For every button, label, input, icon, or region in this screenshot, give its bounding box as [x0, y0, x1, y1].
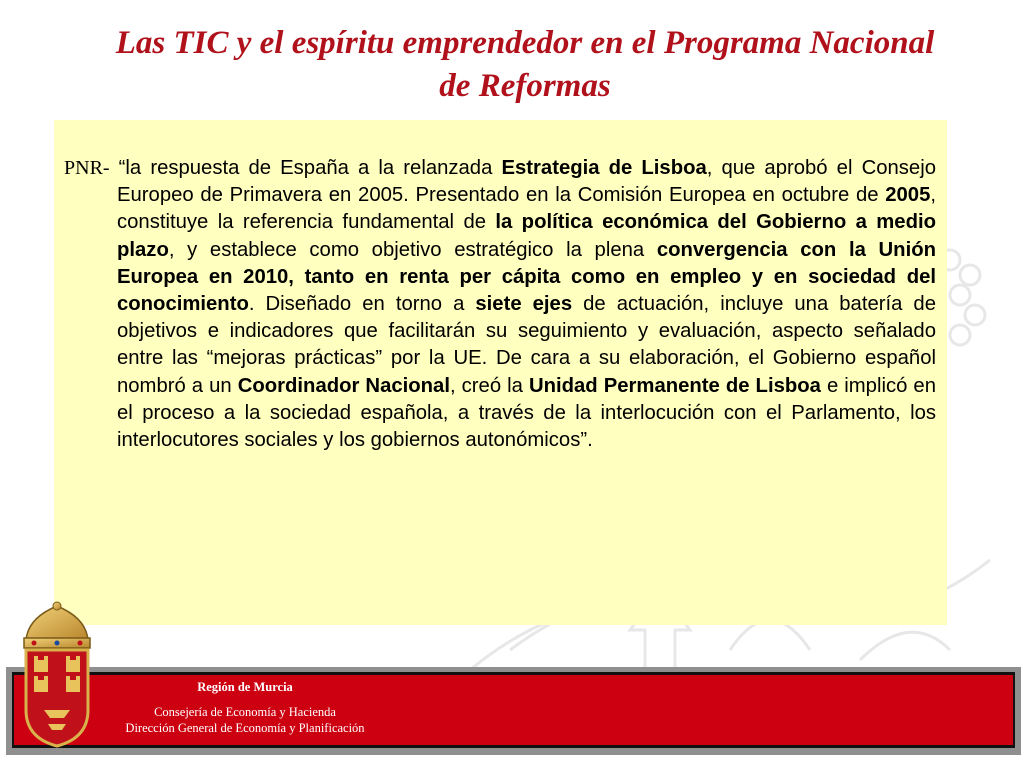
- body-emphasis: Estrategia de Lisboa: [501, 157, 707, 179]
- body-text: , que aprobó el Consejo Europeo de Primavera en 2005. Presentado en la Comisión Europea en octubre de: [117, 157, 936, 207]
- body-lead: PNR-: [64, 157, 110, 179]
- footer-direccion: Dirección General de Economía y Planificación: [125, 721, 365, 735]
- footer-region: Región de Murcia: [197, 680, 293, 694]
- body-emphasis: Unidad Permanente de Lisboa: [528, 374, 821, 397]
- body-text: e implicó en el proceso a la sociedad española, a través de la interlocución con el Parlamento, los interlocutores sociales y los gobiernos autonómicos”.: [117, 374, 936, 452]
- body-text: . Diseñado en torno a: [248, 293, 476, 316]
- body-text: , constituye la referencia fundamental de: [117, 184, 936, 234]
- body-text: , creó la: [449, 374, 529, 397]
- body-emphasis: Coordinador Nacional: [237, 374, 450, 397]
- slide-title: Las TIC y el espíritu emprendedor en el Programa Nacional de Reformas: [115, 25, 935, 104]
- body-text: de actuación, incluye una batería de objetivos e indicadores que facilitarán su seguimiento y evaluación, aspecto señalado entre las “mejoras prácticas” por la UE. De cara a su elaboración, el Gobierno español nombró a un: [117, 293, 936, 397]
- body-text: “la respuesta de España a la relanzada: [109, 157, 502, 179]
- body-emphasis: la política económica del Gobierno a medio plazo: [117, 211, 936, 261]
- body-paragraph: [64, 155, 936, 454]
- body-text: , y establece como objetivo estratégico la plena: [168, 238, 657, 261]
- body-emphasis: 2005: [885, 184, 931, 207]
- footer-consejeria: Consejería de Economía y Hacienda: [154, 705, 336, 719]
- murcia-coat-of-arms-icon: [14, 600, 100, 750]
- body-emphasis: convergencia con la Unión Europea en 2010, tanto en renta per cápita como en empleo y en sociedad del conocimiento: [117, 238, 936, 316]
- body-emphasis: siete ejes: [475, 293, 573, 316]
